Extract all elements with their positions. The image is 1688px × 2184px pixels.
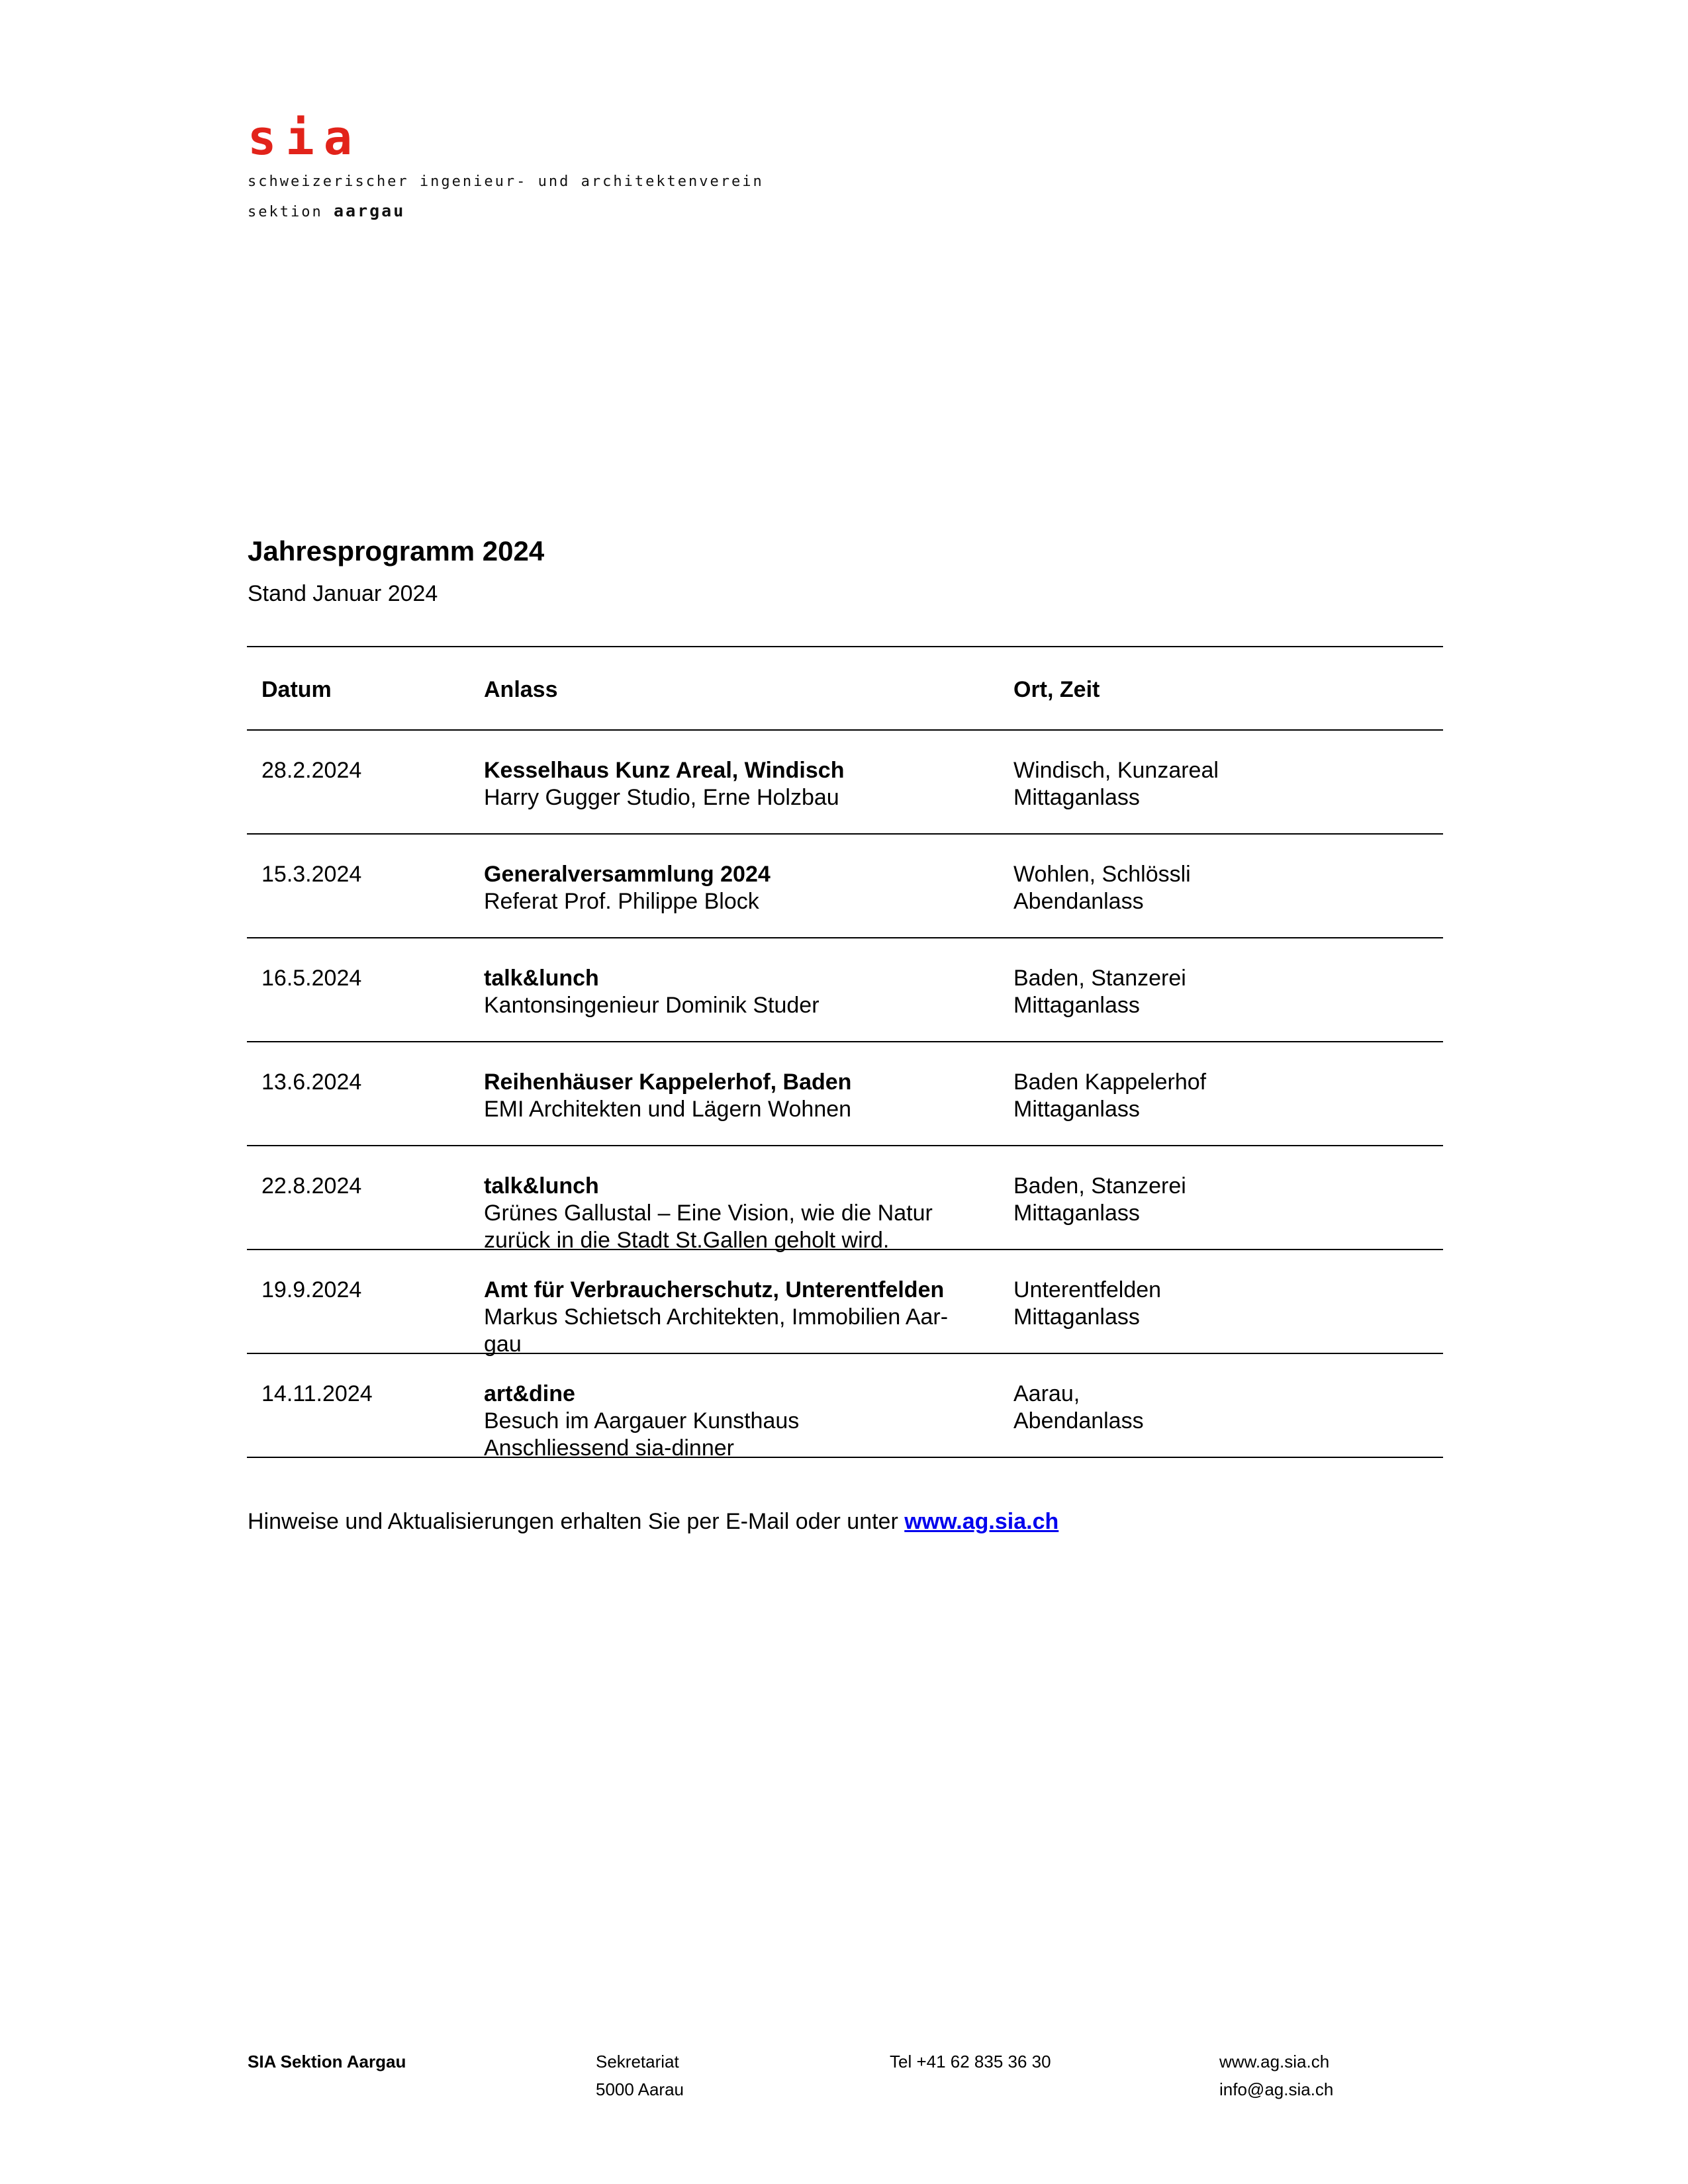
- footer-secretariat: Sekretariat: [596, 2052, 679, 2071]
- event-place: Baden, Stanzerei: [1013, 1173, 1186, 1199]
- event-place: Windisch, Kunzareal: [1013, 758, 1219, 783]
- row-location: [1013, 861, 1191, 915]
- website-link[interactable]: www.ag.sia.ch: [904, 1509, 1059, 1534]
- footer-email[interactable]: info@ag.sia.ch: [1219, 2079, 1334, 2099]
- event-time: Mittaganlass: [1013, 993, 1140, 1018]
- footer-org: SIA Sektion Aargau: [248, 2052, 406, 2071]
- event-title: Reihenhäuser Kappelerhof, Baden: [484, 1069, 852, 1095]
- event-place: Aarau,: [1013, 1381, 1080, 1406]
- event-time: Mittaganlass: [1013, 1304, 1140, 1330]
- row-date: 22.8.2024: [261, 1173, 362, 1199]
- row-date: 19.9.2024: [261, 1277, 362, 1302]
- header-anlass: Anlass: [484, 677, 558, 702]
- header-ort-zeit: Ort, Zeit: [1013, 677, 1100, 702]
- row-location: [1013, 1277, 1161, 1331]
- row-event: [484, 1173, 994, 1254]
- logo-mark: sia: [248, 110, 362, 165]
- logo-section-name: aargau: [333, 201, 406, 220]
- event-title: Generalversammlung 2024: [484, 862, 771, 887]
- event-place: Unterentfelden: [1013, 1277, 1162, 1302]
- row-location: [1013, 1173, 1186, 1227]
- event-time: Abendanlass: [1013, 889, 1144, 914]
- event-description: Besuch im Aargauer Kunsthaus: [484, 1408, 800, 1433]
- footer-city: 5000 Aarau: [596, 2079, 684, 2099]
- event-title: talk&lunch: [484, 1173, 599, 1199]
- footer-address: [596, 2048, 684, 2103]
- note-text: Hinweise und Aktualisierungen erhalten Sie per E-Mail oder unter: [248, 1509, 898, 1534]
- row-date: 15.3.2024: [261, 862, 362, 887]
- table-row: [247, 833, 1443, 937]
- event-description: EMI Architekten und Lägern Wohnen: [484, 1097, 852, 1122]
- event-description: Markus Schietsch Architekten, Immobilien Aar-: [484, 1304, 949, 1330]
- event-time: Mittaganlass: [1013, 1097, 1140, 1122]
- page-title: Jahresprogramm 2024: [248, 535, 545, 567]
- event-time: Mittaganlass: [1013, 785, 1140, 810]
- table-row: [247, 1041, 1443, 1145]
- row-date: 16.5.2024: [261, 966, 362, 991]
- event-description: zurück in die Stadt St.Gallen geholt wird.: [484, 1228, 890, 1253]
- row-event: [484, 861, 994, 915]
- event-place: Baden Kappelerhof: [1013, 1069, 1207, 1095]
- event-description: Grünes Gallustal – Eine Vision, wie die Natur: [484, 1201, 933, 1226]
- event-description: gau: [484, 1332, 522, 1357]
- footer-phone: Tel +41 62 835 36 30: [890, 2052, 1051, 2071]
- footer-website[interactable]: www.ag.sia.ch: [1219, 2052, 1330, 2071]
- event-time: Abendanlass: [1013, 1408, 1144, 1433]
- event-place: Wohlen, Schlössli: [1013, 862, 1191, 887]
- header-datum: Datum: [261, 677, 332, 702]
- event-title: Kesselhaus Kunz Areal, Windisch: [484, 758, 845, 783]
- row-location: [1013, 965, 1186, 1019]
- event-time: Mittaganlass: [1013, 1201, 1140, 1226]
- row-event: [484, 1069, 994, 1123]
- table-row: [247, 729, 1443, 833]
- update-note: [248, 1508, 1058, 1535]
- row-event: [484, 1277, 994, 1358]
- event-title: Amt für Verbraucherschutz, Unterentfelden: [484, 1277, 945, 1302]
- footer-contact: [1219, 2048, 1333, 2103]
- table-row: [247, 1353, 1443, 1461]
- event-description: Referat Prof. Philippe Block: [484, 889, 759, 914]
- table-header-row: [247, 646, 1443, 729]
- row-date: 28.2.2024: [261, 758, 362, 783]
- logo-section-prefix: sektion: [248, 204, 323, 220]
- program-table: [247, 646, 1443, 1461]
- row-location: [1013, 1069, 1206, 1123]
- event-description: Kantonsingenieur Dominik Studer: [484, 993, 820, 1018]
- event-title: talk&lunch: [484, 966, 599, 991]
- sia-logo: [248, 110, 764, 222]
- row-location: [1013, 757, 1219, 811]
- logo-tagline: schweizerischer ingenieur- und architektenverein: [248, 173, 764, 190]
- row-event: [484, 965, 994, 1019]
- page-subtitle: Stand Januar 2024: [248, 581, 438, 606]
- table-row: [247, 1249, 1443, 1357]
- table-row: [247, 937, 1443, 1041]
- row-event: [484, 1381, 994, 1462]
- event-description: Harry Gugger Studio, Erne Holzbau: [484, 785, 839, 810]
- event-title: art&dine: [484, 1381, 575, 1406]
- row-location: [1013, 1381, 1144, 1435]
- event-description: Anschliessend sia-dinner: [484, 1435, 734, 1461]
- row-date: 13.6.2024: [261, 1069, 362, 1095]
- event-place: Baden, Stanzerei: [1013, 966, 1186, 991]
- table-row: [247, 1145, 1443, 1253]
- row-date: 14.11.2024: [261, 1381, 373, 1406]
- row-event: [484, 757, 994, 811]
- logo-section: [248, 201, 764, 222]
